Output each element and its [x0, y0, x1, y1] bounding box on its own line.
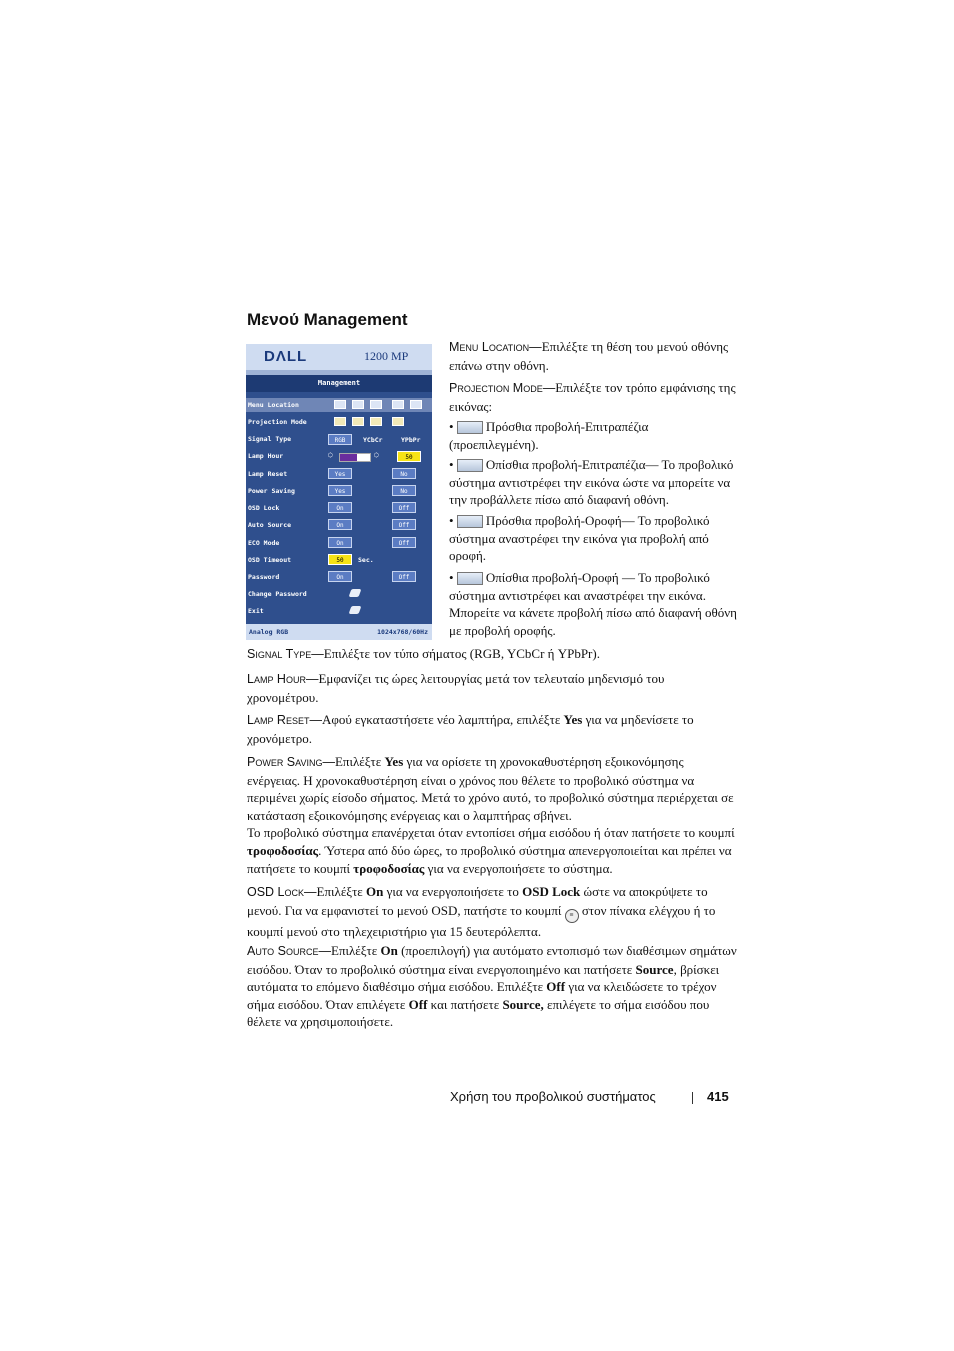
projector-icon	[392, 417, 404, 426]
osd-lamp-hour-value: 50	[397, 451, 421, 462]
location-icon	[334, 400, 346, 409]
projector-icon	[352, 417, 364, 426]
osd-row-change-password: Change Password	[248, 590, 307, 598]
projector-icon	[370, 417, 382, 426]
rear-desktop-projection-icon	[457, 459, 483, 472]
osd-password-on: On	[328, 571, 352, 582]
description: Εμφανίζει τις ώρες λειτουργίας μετά τον τελευταίο μηδενισμό του χρονομέτρου.	[247, 671, 665, 705]
osd-row-power-saving: Power Saving	[248, 487, 295, 495]
term: Auto Source—	[247, 944, 331, 958]
osd-status-source: Analog RGB	[249, 628, 289, 636]
front-ceiling-projection-icon	[457, 515, 483, 528]
osd-power-saving-no: No	[392, 485, 416, 496]
lamp-reset-item: Lamp Reset—Αφού εγκαταστήσετε νέο λαμπτήρα, επιλέξτε Yes για να μηδενίσετε το χρονόμετρο.	[247, 712, 694, 746]
term: Menu Location—	[449, 340, 542, 354]
osd-status-bar	[246, 624, 432, 640]
osd-row-signal-type: Signal Type	[248, 435, 292, 443]
osd-title: Management	[246, 375, 432, 392]
lamp-hour-bar	[339, 453, 371, 462]
projection-option-front-ceiling: • Πρόσθια προβολή-Οροφή— Το προβολικό σύστημα αναστρέφει την εικόνα για προβολή από οροφή.	[449, 513, 710, 564]
osd-row-menu-location: Menu Location	[248, 401, 299, 409]
projection-option-front-desktop: • Πρόσθια προβολή-Επιτραπέζια (προεπιλεγμένη).	[449, 419, 649, 452]
projection-option-rear-ceiling: • Οπίσθια προβολή-Οροφή — Το προβολικό σύστημα αντιστρέφει και αναστρέφει την εικόνα. Μπορείτε να κάνετε προβολή πίσω από διαφανή οθόνη με προβολή οροφής.	[449, 570, 737, 638]
osd-row-password: Password	[248, 573, 280, 581]
description: Επιλέξτε τον τρόπο εμφάνισης της εικόνας:	[449, 380, 736, 414]
osd-signal-ycbcr: YCbCr	[363, 436, 383, 444]
osd-status-resolution: 1024x768/60Hz	[377, 628, 428, 636]
menu-button-icon: ≡	[565, 909, 579, 923]
osd-auto-source-off: Off	[392, 519, 416, 530]
osd-row-osd-timeout: OSD Timeout	[248, 556, 292, 564]
osd-eco-mode-on: On	[328, 537, 352, 548]
hand-pointer-icon	[349, 589, 362, 597]
term: Projection Mode—	[449, 381, 556, 395]
description: Επιλέξτε τον τύπο σήματος (RGB, YCbCr ή YPbPr).	[323, 646, 600, 661]
lamp-hour-item	[247, 670, 737, 706]
projector-icon	[334, 417, 346, 426]
osd-menu-image	[246, 344, 432, 640]
osd-lock-item: OSD Lock—Επιλέξτε On για να ενεργοποιήσετε το OSD Lock ώστε να αποκρύψετε το μενού. Για να εμφανιστεί το μενού OSD, πατήστε το κουμπί ≡ στον πίνακα ελέγχου ή το κουμπί μενού στο τηλεχειριστήριο για 15 δευτερόλεπτα.	[247, 884, 716, 939]
osd-row-exit: Exit	[248, 607, 264, 615]
location-icon	[410, 400, 422, 409]
term: Power Saving—	[247, 755, 335, 769]
term: Lamp Reset—	[247, 713, 322, 727]
osd-auto-source-on: On	[328, 519, 352, 530]
menu-location-item	[449, 338, 739, 374]
osd-header	[246, 344, 432, 370]
osd-row-lamp-reset: Lamp Reset	[248, 470, 288, 478]
osd-row-osd-lock: OSD Lock	[248, 504, 280, 512]
projection-mode-item	[449, 379, 739, 415]
osd-row-auto-source: Auto Source	[248, 521, 292, 529]
osd-timeout-unit: Sec.	[358, 556, 374, 564]
minus-icon: ◌	[328, 450, 333, 459]
description: Οπίσθια προβολή-Επιτραπέζια— Το προβολικό σύστημα αντιστρέφει την εικόνα ώστε να μπορείτε να την προβάλλετε πίσω από διαφανή οθόνη.	[449, 457, 734, 508]
osd-power-saving-yes: Yes	[328, 485, 352, 496]
description: Οπίσθια προβολή-Οροφή — Το προβολικό σύστημα αντιστρέφει και αναστρέφει την εικόνα. Μπορείτε να κάνετε προβολή πίσω από διαφανή οθόνη με προβολή οροφής.	[449, 570, 737, 638]
page-number: 415	[707, 1089, 729, 1104]
lamp-hour-fill	[340, 454, 357, 461]
footer-separator	[692, 1092, 693, 1104]
dell-logo: DΛLL	[264, 348, 308, 365]
projection-option-rear-desktop: • Οπίσθια προβολή-Επιτραπέζια— Το προβολικό σύστημα αντιστρέφει την εικόνα ώστε να μπορείτε να την προβάλλετε πίσω από διαφανή οθόνη.	[449, 457, 734, 508]
osd-row-lamp-hour: Lamp Hour	[248, 452, 284, 460]
term: Signal Type—	[247, 647, 324, 661]
signal-type-item	[247, 645, 737, 664]
description: Πρόσθια προβολή-Οροφή— Το προβολικό σύστημα αναστρέφει την εικόνα για προβολή από οροφή.	[449, 513, 710, 564]
power-saving-item: Power Saving—Επιλέξτε Yes για να ορίσετε τη χρονοκαθυστέρηση εξοικονόμησης ενέργειας. Η χρονοκαθυστέρηση είναι ο χρόνος που θέλετε το προβολικό σύστημα να περιμένει χωρίς είσοδο σήματος. Μετά το χρόνο αυτό, το προβολικό σύστημα περιέρχεται σε κατάσταση εξοικονόμησης ενέργειας και ο λαμπτήρας σβήνει. Το προβολικό σύστημα επανέρχεται όταν εντοπίσει σήμα εισόδου ή όταν πατήσετε το κουμπί τροφοδοσίας. Ύστερα από δύο ώρες, το προβολικό σύστημα απενεργοποιείται και πρέπει να πατήσετε το κουμπί τροφοδοσίας για να ενεργοποιήσετε το σύστημα.	[247, 754, 735, 876]
hand-pointer-icon	[349, 606, 362, 614]
osd-model: 1200 MP	[364, 349, 409, 363]
front-desktop-projection-icon	[457, 421, 483, 434]
location-icon	[392, 400, 404, 409]
term: Lamp Hour—	[247, 672, 319, 686]
osd-eco-mode-off: Off	[392, 537, 416, 548]
plus-icon: ◌	[374, 450, 379, 459]
osd-signal-rgb: RGB	[328, 434, 352, 445]
footer-text: Χρήση του προβολικού συστήματος	[450, 1089, 656, 1104]
auto-source-item: Auto Source—Επιλέξτε On (προεπιλογή) για αυτόματο εντοπισμό των διαθέσιμων σημάτων εισόδου. Όταν το προβολικό σύστημα είναι ενεργοποιημένο και πατήσετε Source, βρίσκει αυτόματα το επόμενο διαθέσιμο σήμα εισόδου. Επιλέξτε Off για να κλειδώσετε το τρέχον σήμα εισόδου. Όταν επιλέγετε Off και πατήσετε Source, επιλέγετε το σήμα εισόδου που θέλετε να χρησιμοποιήσετε.	[247, 943, 737, 1030]
term: OSD Lock—	[247, 885, 317, 899]
osd-row-eco-mode: ECO Mode	[248, 539, 280, 547]
description: Πρόσθια προβολή-Επιτραπέζια (προεπιλεγμένη).	[449, 419, 649, 452]
osd-password-off: Off	[392, 571, 416, 582]
section-title: Μενού Management	[247, 310, 408, 329]
location-icon	[352, 400, 364, 409]
osd-lamp-reset-yes: Yes	[328, 468, 352, 479]
osd-lock-on: On	[328, 502, 352, 513]
osd-lamp-reset-no: No	[392, 468, 416, 479]
osd-signal-ypbpr: YPbPr	[401, 436, 421, 444]
location-icon	[370, 400, 382, 409]
rear-ceiling-projection-icon	[457, 572, 483, 585]
osd-timeout-value: 50	[328, 554, 352, 565]
osd-lock-off: Off	[392, 502, 416, 513]
osd-row-projection-mode: Projection Mode	[248, 418, 307, 426]
description: Επιλέξτε τη θέση του μενού οθόνης επάνω στην οθόνη.	[449, 339, 729, 373]
